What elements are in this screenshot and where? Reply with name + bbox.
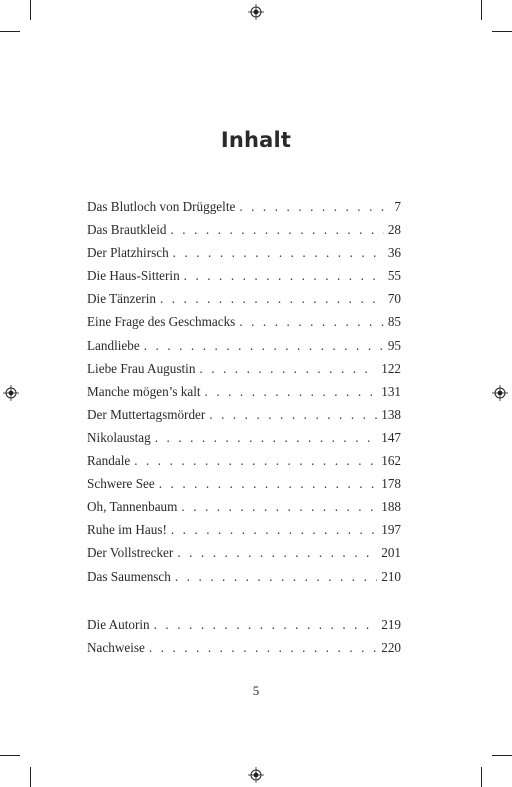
- toc-leader-dots: [177, 541, 377, 564]
- toc-entry-page: 70: [387, 291, 401, 307]
- toc-entry: [87, 449, 401, 472]
- toc-entry-title: Liebe Frau Augustin: [87, 360, 196, 376]
- toc-entry-page: 28: [387, 222, 401, 238]
- toc-leader-dots: [181, 495, 377, 518]
- toc-leader-dots: [239, 195, 390, 218]
- crop-mark-bottom-left-h: [0, 755, 20, 756]
- toc-leader-dots: [173, 241, 384, 264]
- toc-entry: [87, 613, 401, 636]
- toc-entry: [87, 518, 401, 541]
- crop-mark-top-left-h: [0, 31, 20, 32]
- toc-entry: [87, 310, 401, 333]
- toc-entry: [87, 541, 401, 564]
- toc-entry-title: Oh, Tannenbaum: [87, 499, 178, 515]
- toc-entry: [87, 636, 401, 659]
- toc-entry-title: Die Autorin: [87, 616, 150, 632]
- toc-entry-page: 122: [381, 360, 401, 376]
- toc-entry: [87, 218, 401, 241]
- crop-mark-bottom-right: [481, 767, 482, 787]
- toc-entry-page: 220: [381, 639, 401, 655]
- crop-mark-top-right-h: [492, 31, 512, 32]
- toc-entry-page: 7: [394, 199, 401, 214]
- toc-entry: [87, 380, 401, 403]
- toc-entry: [87, 334, 401, 357]
- toc-entry: [87, 495, 401, 518]
- registration-mark-icon: [3, 385, 19, 401]
- toc-leader-dots: [171, 518, 377, 541]
- toc-entry: [87, 403, 401, 426]
- toc-entry-title: Der Platzhirsch: [87, 245, 169, 261]
- toc-entry: [87, 264, 401, 287]
- toc-leader-dots: [144, 334, 384, 357]
- toc-entry: [87, 426, 401, 449]
- toc-entry-page: 188: [381, 499, 401, 515]
- toc-leader-dots: [154, 613, 378, 636]
- toc-leader-dots: [170, 218, 383, 241]
- registration-mark-icon: [248, 767, 264, 783]
- toc-entry-page: 219: [381, 616, 401, 632]
- toc-entry-title: Das Saumensch: [87, 568, 171, 584]
- toc-leader-dots: [159, 472, 377, 495]
- toc-entry: [87, 357, 401, 380]
- toc-entry-title: Nachweise: [87, 639, 145, 655]
- toc-leader-dots: [199, 357, 377, 380]
- toc-entry-page: 201: [381, 545, 401, 561]
- crop-mark-bottom-left: [30, 767, 31, 787]
- toc-entry-page: 197: [381, 522, 401, 538]
- toc-entry-page: 95: [387, 337, 401, 353]
- toc-entry-page: 131: [381, 383, 401, 399]
- toc-leader-dots: [175, 565, 377, 588]
- toc-entry-title: Eine Frage des Geschmacks: [87, 314, 236, 330]
- toc-entry-title: Landliebe: [87, 337, 140, 353]
- registration-mark-icon: [248, 4, 264, 20]
- toc-leader-dots: [149, 636, 377, 659]
- toc-leader-dots: [205, 380, 378, 403]
- toc-entry-page: 138: [381, 406, 401, 422]
- toc-entry-title: Nikolaustag: [87, 429, 151, 445]
- toc-leader-dots: [239, 310, 384, 333]
- crop-mark-bottom-right-h: [492, 755, 512, 756]
- toc-entry: [87, 287, 401, 310]
- toc-entry: [87, 472, 401, 495]
- crop-mark-top-left: [30, 0, 31, 20]
- toc-leader-dots: [209, 403, 377, 426]
- toc-entry-page: 55: [387, 268, 401, 284]
- toc-entry-title: Das Blutloch von Drüggelte: [87, 199, 236, 214]
- toc-leader-dots: [155, 426, 377, 449]
- toc-main-entries: [87, 195, 401, 588]
- toc-entry-page: 162: [381, 453, 401, 469]
- toc-entry: [87, 241, 401, 264]
- toc-leader-dots: [160, 287, 384, 310]
- toc-entry-title: Schwere See: [87, 476, 155, 492]
- toc-entry-title: Die Tänzerin: [87, 291, 156, 307]
- toc-entry-page: 210: [381, 568, 401, 584]
- page-title: Inhalt: [220, 128, 292, 152]
- toc-entry-title: Die Haus-Sitterin: [87, 268, 180, 284]
- registration-mark-icon: [492, 385, 508, 401]
- toc-section-gap: [87, 588, 401, 613]
- table-of-contents: [87, 195, 401, 659]
- toc-entry-title: Manche mögen’s kalt: [87, 383, 201, 399]
- toc-leader-dots: [184, 264, 384, 287]
- toc-entry-page: 85: [387, 314, 401, 330]
- toc-leader-dots: [134, 449, 377, 472]
- toc-entry-title: Der Vollstrecker: [87, 545, 174, 561]
- toc-entry: [87, 195, 401, 218]
- toc-appendix-entries: [87, 613, 401, 659]
- toc-entry-page: 178: [381, 476, 401, 492]
- toc-entry-page: 36: [387, 245, 401, 261]
- toc-entry-title: Das Brautkleid: [87, 222, 167, 238]
- crop-mark-top-right: [481, 0, 482, 20]
- toc-entry-title: Ruhe im Haus!: [87, 522, 167, 538]
- toc-entry-page: 147: [381, 429, 401, 445]
- toc-entry: [87, 565, 401, 588]
- page-number: 5: [252, 683, 260, 698]
- toc-entry-title: Der Muttertagsmörder: [87, 406, 206, 422]
- toc-entry-title: Randale: [87, 453, 131, 469]
